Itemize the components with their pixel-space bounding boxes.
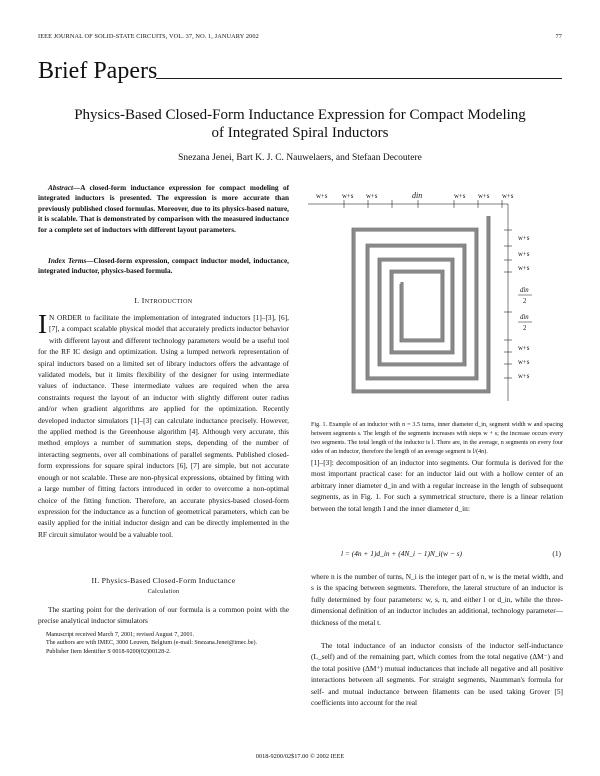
- figure-1-spiral-inductor: [308, 186, 563, 418]
- spiral-trace: [354, 216, 488, 391]
- spiral-outline: [352, 216, 490, 393]
- section-2-heading-line-1: II. Physics-Based Closed-Form Inductance: [91, 576, 236, 585]
- copyright-footer: 0018-9200/02$17.00 © 2002 IEEE: [255, 753, 345, 760]
- index-terms-label: Index Terms—: [48, 257, 94, 265]
- label-top-3: w+s: [366, 193, 378, 200]
- label-right-half-2: 2: [523, 325, 527, 332]
- section-heading-text: Brief Papers: [38, 58, 158, 84]
- page-number: 77: [555, 33, 562, 40]
- drop-cap: I: [38, 309, 47, 339]
- abstract-text: A closed-form inductance expression for compact modeling of integrated inductors is presented. The expression is more accurate than previously published closed formulas. Moreover, due to its physics-based nature, it is scalable. That is demonstrated by comparison with the measured inductance for a complete set of inductors with different layout parameters.: [38, 184, 289, 234]
- right-paragraph-1: [1]–[3]: decomposition of an inductor into segments. Our formula is derived for the most important practical case: for an inductor laid out with a hollow center of an arbitrary inner diameter d_in and with a regular increase in the length of subsequent segments, as in Fig. 1. For such a symmetrical structure, there is a linear relation between the total length l and the inner diameter d_in:: [311, 458, 563, 513]
- abstract-label: Abstract—: [48, 184, 81, 192]
- footnote-identifier: Publisher Item Identifier S 0018-9200(02)00128-2.: [46, 648, 171, 655]
- label-top-2: w+s: [342, 193, 354, 200]
- journal-citation: IEEE JOURNAL OF SOLID-STATE CIRCUITS, VOL. 37, NO. 1, JANUARY 2002: [38, 33, 259, 40]
- footnote-received: Manuscript received March 7, 2001; revised August 7, 2001.: [46, 632, 195, 638]
- index-terms-text: Closed-form expression, compact inductor model, inductance, integrated inductor, physics-based formula.: [38, 257, 289, 276]
- section-1-rest: NTRODUCTION: [144, 298, 193, 305]
- brief-papers-heading: [38, 58, 562, 84]
- section-2-heading-line-2: Calculation: [147, 588, 180, 595]
- footnotes: [38, 631, 289, 656]
- section-1-initial: I: [141, 296, 145, 305]
- section-1-number: I.: [134, 296, 142, 305]
- heading-rule: [156, 78, 562, 79]
- label-right-5: w+s: [518, 359, 530, 366]
- section-1-heading: [38, 295, 289, 307]
- figure-1-caption: Fig. 1. Example of an inductor with n = 3.5 turns, inner diameter d_in, segment width w and spacing between segments s. The length of the segments increases with steps w + s; the increase occurs every two segments. The total length of the inductor is l. There are, in the average, n segments on every four sides of an inductor, therefore the length of an average segment is l/(4n).: [311, 422, 563, 455]
- label-right-6: w+s: [518, 373, 530, 380]
- label-right-din-half-1: din: [520, 287, 529, 294]
- paper-title: [40, 106, 560, 142]
- label-top-4: w+s: [454, 193, 466, 200]
- label-right-3: w+s: [518, 265, 530, 272]
- label-top-1: w+s: [316, 193, 328, 200]
- right-paragraph-2: where n is the number of turns, N_i is the integer part of n, w is the metal width, and s is the spacing between segments. Therefore, the lateral structure of an inductor is fully determined by four parameters: w, s, n, and either l or d_in, while the three-dimensional definition of an inductor includes an additional, technology parameter—thickness of the metal t.: [311, 572, 563, 627]
- abstract: [38, 183, 289, 235]
- label-top-6: w+s: [502, 193, 514, 200]
- right-paragraph-3: The total inductance of an inductor consists of the inductor self-inductance (L_self) and of the remaining part, which comes from the total negative (ΔM⁻) and the total positive (ΔM⁺) mutual inductances that include all negative and all positive interactions between all segments. For straight segments, Naumman's formula for self- and mutual inductance between filaments can be used taking Grover [5] coefficients into account for the real: [311, 641, 563, 708]
- introduction-body: [38, 309, 289, 540]
- equation-number: (1): [552, 549, 561, 558]
- label-right-2: w+s: [518, 251, 530, 258]
- footnote-affiliation: The authors are with IMEC, 3000 Leuven, Belgium (e-mail: Snezana.Jenei@imec.be).: [46, 640, 258, 647]
- label-right-1: w+s: [518, 235, 530, 242]
- equation-text: l = (4n + 1)d_in + (4N_i − 1)N_i(w − s): [341, 549, 463, 558]
- label-right-4: w+s: [518, 345, 530, 352]
- intro-paragraph: N ORDER to facilitate the implementation of integrated inductors [1]–[3], [6], [7], a compact scalable physical model that accurately predicts inductor behavior with different layout and different technology parameters would be a useful tool for the RF IC design and optimization. Using a lumped network representation of spiral inductors based on a limited set of library inductors offers the advantage of validated models, but it limits flexibility of the designer for using intermediate values of inductance. These intermediate values are required when the area constraints request the layout of an inductor with slightly different outer radius and/or when gradient algorithms are applied for the optimization. Recently developed inductor simulators [1]–[3] can calculate inductance precisely. However, the applied method is the Greenhouse algorithm [4]. Although very accurate, this method employs a number of summation steps, depending of the number of interacting segments, over all combinations of parallel segments. Published closed-form expressions for square spiral inductors [6], [7] are simple, but not accurate enough or not scalable. These are non-physical expressions, obtained by fitting with a large number of fitting factors introduced in order to overcome a non-optimal choice of the fitting function. Therefore, an accurate physics-based closed-form expression for the inductance as a function of geometrical parameters, which can be easily applied for the initial inductor design and can be directly implemented in the RF circuit simulator would be a valuable tool.: [38, 313, 289, 539]
- index-terms: [38, 256, 289, 277]
- section-2-heading: [38, 575, 289, 597]
- running-header: [38, 33, 562, 40]
- label-top-5: w+s: [478, 193, 490, 200]
- author-list: Snezana Jenei, Bart K. J. C. Nauwelaers, and Stefaan Decoutere: [178, 153, 422, 163]
- label-right-half-1: 2: [523, 298, 527, 305]
- label-right-din-half-2: din: [520, 314, 529, 321]
- equation-1: [311, 549, 563, 561]
- title-line-1: Physics-Based Closed-Form Inductance Expression for Compact Modeling: [74, 107, 526, 123]
- label-top-din: din: [412, 191, 423, 200]
- section-2-paragraph: The starting point for the derivation of our formula is a common point with the precise analytical inductor simulators: [38, 605, 289, 626]
- title-line-2: of Integrated Spiral Inductors: [211, 125, 389, 141]
